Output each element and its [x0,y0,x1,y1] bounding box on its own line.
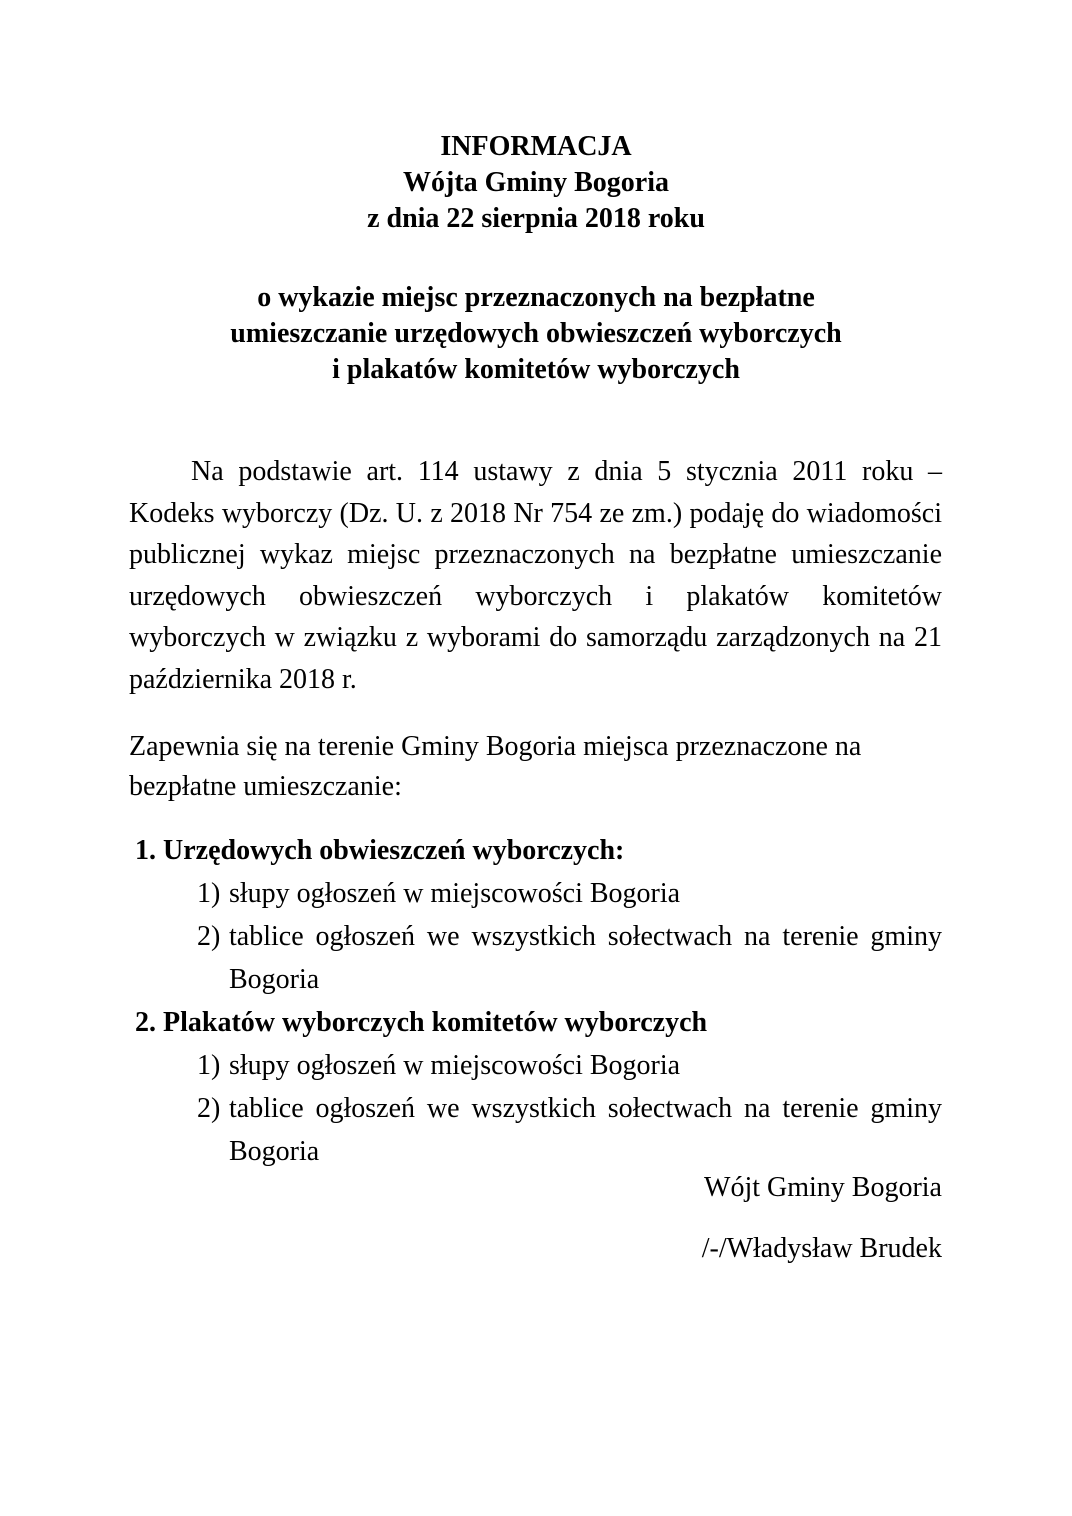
document-date: z dnia 22 sierpnia 2018 roku [367,203,705,234]
section-title-posters: 2. Plakatów wyborczych komitetów wyborczych [135,1007,708,1038]
list-item [129,1087,942,1173]
signature-office: Wójt Gminy Bogoria [704,1172,942,1203]
list-item [129,1044,942,1087]
document-title: INFORMACJA [440,131,632,162]
legal-basis-text: Na podstawie art. 114 ustawy z dnia 5 stycznia 2011 roku – Kodeks wyborczy (Dz. U. z 2018 Nr 754 ze zm.) podaję do wiadomości publicznej wykaz miejsc przeznaczonych na bezpłatne umieszczanie urzędowych obwieszczeń wyborczych i plakatów komitetów wyborczych w związku z wyborami do samorządu zarządzonych na 21 października 2018 r. [129,456,942,695]
list-item-number: 1) [197,1050,221,1081]
list-item-text: słupy ogłoszeń w miejscowości Bogoria [229,1050,681,1081]
document-header [0,129,1072,237]
document-issuer: Wójta Gminy Bogoria [403,167,669,198]
subject-line: o wykazie miejsc przeznaczonych na bezpłatne [257,282,815,313]
subject-line: i plakatów komitetów wyborczych [332,354,740,385]
signature-name: /-/Władysław Brudek [701,1233,942,1264]
list-item [129,915,942,1001]
list-item-text: słupy ogłoszeń w miejscowości Bogoria [229,878,681,909]
provision-paragraph: Zapewnia się na terenie Gminy Bogoria miejsca przeznaczone na bezpłatne umieszczanie: [129,731,862,802]
list-item-number: 1) [197,878,221,909]
list-item-number: 2) [197,1093,221,1124]
legal-basis-paragraph [129,451,942,701]
document-subject [0,280,1072,388]
list-item-number: 2) [197,921,221,952]
subject-line: umieszczanie urzędowych obwieszczeń wyborczych [230,318,842,349]
list-item-text: tablice ogłoszeń we wszystkich sołectwach na terenie gminy Bogoria [229,1093,942,1167]
section-title-official-notices: 1. Urzędowych obwieszczeń wyborczych: [135,835,625,866]
locations-list [129,829,942,1173]
list-item-text: tablice ogłoszeń we wszystkich sołectwach na terenie gminy Bogoria [229,921,942,995]
list-item [129,872,942,915]
